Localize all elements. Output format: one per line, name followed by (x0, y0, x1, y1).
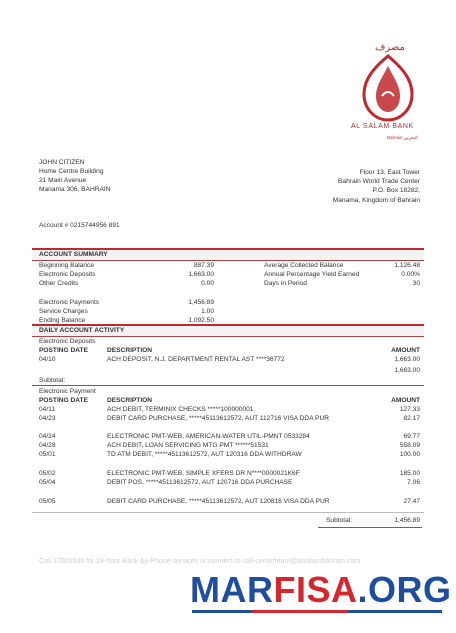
row-amount: 185.00 (399, 470, 420, 477)
col-header-date: POSTING DATE (39, 397, 88, 404)
summary-label: Average Collected Balance (264, 262, 344, 269)
row-amount: 127.33 (399, 406, 420, 413)
row-date: 04/11 (39, 406, 56, 413)
divider (32, 512, 424, 513)
watermark-text (190, 569, 452, 611)
watermark-part: MAR (190, 569, 274, 610)
row-amount: 27.47 (403, 498, 420, 505)
payments-heading: Electronic Payment (39, 388, 96, 395)
row-date: 05/05 (39, 498, 56, 505)
summary-value: 1,126.48 (394, 262, 420, 269)
row-description: ACH DEBIT, TERMINIX CHECKS *****100000001 (107, 406, 254, 413)
divider (32, 385, 424, 386)
activity-title: DAILY ACCOUNT ACTIVITY (39, 327, 125, 334)
summary-value: 30 (412, 280, 420, 287)
subtotal-label: Subtotal: (326, 517, 353, 524)
col-header-amount: AMOUNT (391, 397, 420, 404)
divider (32, 336, 424, 337)
bank-address-line: Floor 13, East Tower (359, 169, 420, 176)
watermark-underline (252, 610, 348, 613)
summary-label: Days in Period (264, 280, 307, 287)
summary-label: Annual Percentage Yield Earned (264, 271, 360, 278)
watermark-part: .ORG (357, 569, 452, 610)
row-description: DEBIT CARD PURCHASE, *****45113612572, AUT 120816 VISA DDA PUR (107, 498, 330, 505)
row-description: ACH DEBIT, LOAN SERVICING MTG PMT ******51531 (107, 442, 269, 449)
summary-value: 1,456.89 (188, 299, 214, 306)
row-date: 04/28 (39, 442, 56, 449)
bank-address-line: Manama, Kingdom of Bahrain (332, 197, 420, 204)
divider (32, 260, 424, 261)
deposits-subtotal: 1,663.00 (394, 367, 420, 374)
watermark-underline (192, 610, 252, 613)
account-number: Account # 0215744956 891 (39, 222, 120, 229)
summary-value: 887.39 (193, 262, 214, 269)
bank-address-line: Bahrain World Trade Center (338, 178, 420, 185)
row-amount: 69.77 (403, 433, 420, 440)
row-date: 05/04 (39, 479, 56, 486)
summary-label: Service Charges (39, 308, 88, 315)
summary-label: Electronic Deposits (39, 271, 96, 278)
row-date: 04/24 (39, 433, 56, 440)
bank-logo-icon (346, 52, 430, 124)
row-description: ELECTRONIC PMT-WEB, SIMPLE XFERS DR N****0000021K6F (107, 470, 300, 477)
row-description: TD ATM DEBIT, *****45113612572, AUT 120316 DDA WITHDRAW (107, 451, 302, 458)
deposits-heading: Electronic Deposits (39, 338, 96, 345)
summary-value: 1.00 (201, 308, 214, 315)
customer-address-line: 21 Main Avenue (39, 177, 87, 184)
row-amount: 82.17 (403, 415, 420, 422)
watermark-underline (348, 610, 442, 613)
col-header-description: DESCRIPTION (107, 347, 153, 354)
summary-value: 1,663.00 (188, 271, 214, 278)
customer-address-line: Home Centre Building (39, 168, 104, 175)
divider (318, 527, 422, 528)
summary-label: Other Credits (39, 280, 79, 287)
bank-country: Bahrain البحرين (387, 135, 418, 140)
summary-value: 1,092.50 (188, 317, 214, 324)
subtotal-label: Subtotal: (39, 377, 66, 384)
watermark-part: FISA (273, 569, 358, 610)
row-amount: 7.06 (407, 479, 420, 486)
row-amount: 1,663.00 (394, 356, 420, 363)
bank-name: AL SALAM BANK (351, 123, 414, 130)
row-description: DEBIT POS, *****45113612572, AUT 120716 DDA PURCHASE (107, 479, 293, 486)
summary-label: Beginning Balance (39, 262, 94, 269)
row-description: ACH DEPOSIT, N.J. DEPARTMENT RENTAL AST ****36772 (107, 356, 285, 363)
col-header-amount: AMOUNT (391, 347, 420, 354)
summary-label: Ending Balance (39, 317, 86, 324)
payments-subtotal: 1,456.89 (394, 517, 420, 524)
row-date: 05/02 (39, 470, 56, 477)
bank-address-line: P.O. Box 18282, (372, 187, 420, 194)
col-header-description: DESCRIPTION (107, 397, 153, 404)
col-header-date: POSTING DATE (39, 347, 88, 354)
summary-label: Electronic Payments (39, 299, 100, 306)
row-date: 04/10 (39, 356, 56, 363)
row-description: DEBIT CARD PURCHASE, *****45113612572, AUT 112716 VISA DDA PUR (107, 415, 329, 422)
row-date: 05/01 (39, 451, 56, 458)
summary-title: ACCOUNT SUMMARY (39, 251, 108, 258)
summary-value: 0.00 (201, 280, 214, 287)
logo-arabic-text: مصرف (375, 42, 405, 53)
row-amount: 100.00 (399, 451, 420, 458)
summary-value: 0.00% (401, 271, 420, 278)
customer-address-line: Manama 306, BAHRAIN (39, 186, 111, 193)
row-amount: 558.09 (399, 442, 420, 449)
row-date: 04/23 (39, 415, 56, 422)
customer-name: JOHN CITIZEN (39, 159, 85, 166)
footer-note: Call 17005500 for 24-hour Bank-by-Phone services or connect to call-centerteam@alsalambahrain.com (39, 558, 361, 565)
row-description: ELECTRONIC PMT-WEB, AMERICAN-WATER UTIL-PMNT 0533284 (107, 433, 310, 440)
